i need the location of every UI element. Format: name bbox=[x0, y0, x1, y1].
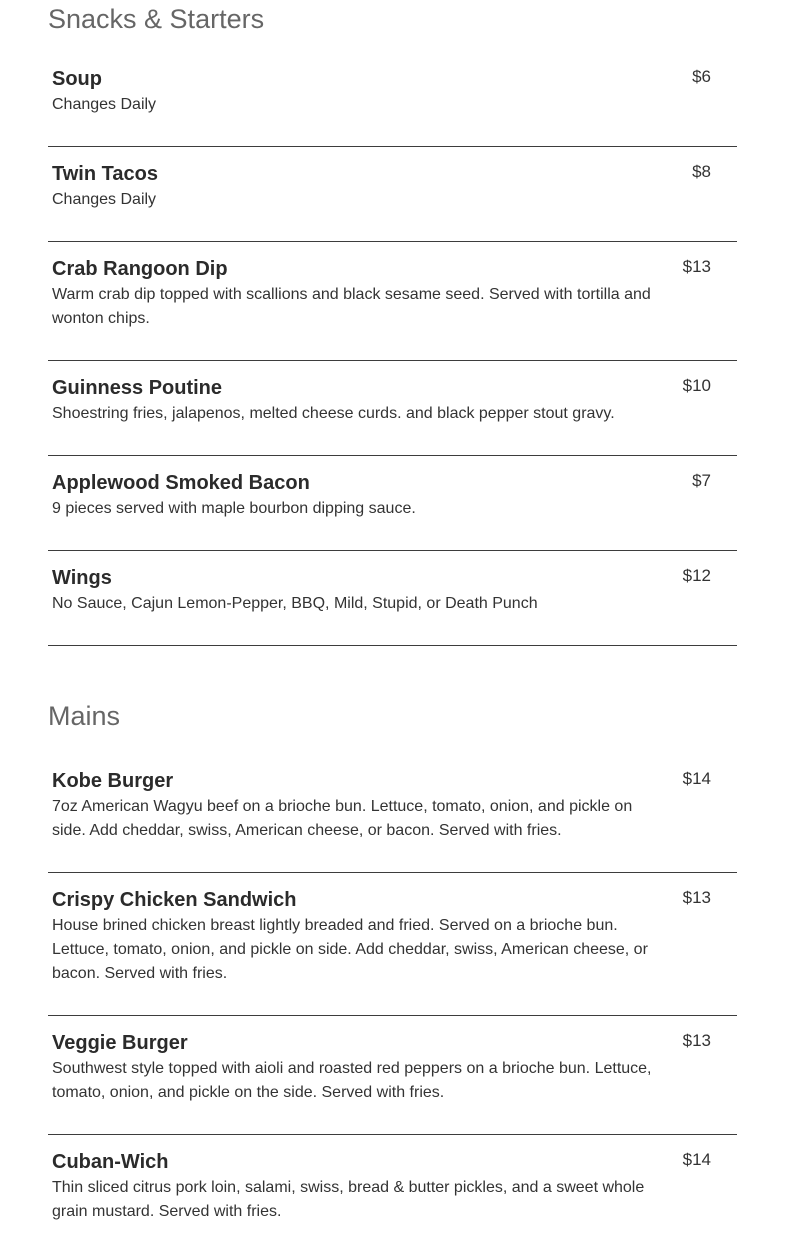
menu-item-twin-tacos bbox=[48, 147, 737, 242]
section-title: Snacks & Starters bbox=[48, 4, 265, 34]
item-price: $13 bbox=[682, 257, 711, 276]
item-name: Crispy Chicken Sandwich bbox=[52, 889, 297, 911]
item-name: Kobe Burger bbox=[52, 770, 174, 792]
item-price: $8 bbox=[692, 162, 711, 181]
item-description: Changes Daily bbox=[52, 191, 157, 208]
item-name: Guinness Poutine bbox=[52, 377, 223, 399]
item-name: Soup bbox=[52, 68, 102, 90]
menu-list bbox=[48, 52, 737, 646]
item-description: No Sauce, Cajun Lemon-Pepper, BBQ, Mild, Stupid, or Death Punch bbox=[52, 595, 538, 612]
menu-item-kobe-burger bbox=[48, 754, 737, 873]
item-description: Thin sliced citrus pork loin, salami, swiss, bread & butter pickles, and a sweet whole grain mustard. Served with fries. bbox=[52, 1179, 645, 1220]
item-price: $14 bbox=[682, 769, 711, 788]
item-name: Cuban-Wich bbox=[52, 1151, 169, 1173]
item-name: Crab Rangoon Dip bbox=[52, 258, 228, 280]
item-description: Changes Daily bbox=[52, 96, 157, 113]
section-mains bbox=[48, 697, 737, 1235]
item-price: $13 bbox=[682, 1031, 711, 1050]
item-name: Applewood Smoked Bacon bbox=[52, 472, 310, 494]
item-price: $13 bbox=[682, 888, 711, 907]
item-description: Warm crab dip topped with scallions and black sesame seed. Served with tortilla and wonton chips. bbox=[52, 286, 651, 327]
item-price: $10 bbox=[682, 376, 711, 395]
item-price: $14 bbox=[682, 1150, 711, 1169]
menu-item-veggie-burger bbox=[48, 1016, 737, 1135]
menu-list bbox=[48, 754, 737, 1235]
item-description: 9 pieces served with maple bourbon dipping sauce. bbox=[52, 500, 416, 517]
menu-item-wings bbox=[48, 551, 737, 646]
item-description: Shoestring fries, jalapenos, melted cheese curds. and black pepper stout gravy. bbox=[52, 405, 615, 422]
item-description: House brined chicken breast lightly breaded and fried. Served on a brioche bun. Lettuce, tomato, onion, and pickle on side. Add cheddar, swiss, American cheese, or bacon. Served with fries. bbox=[52, 917, 648, 982]
item-name: Twin Tacos bbox=[52, 163, 158, 185]
menu-item-applewood-smoked-bacon bbox=[48, 456, 737, 551]
menu-item-cuban-wich bbox=[48, 1135, 737, 1235]
menu-item-crab-rangoon-dip bbox=[48, 242, 737, 361]
menu-item-crispy-chicken-sandwich bbox=[48, 873, 737, 1016]
item-price: $12 bbox=[682, 566, 711, 585]
item-name: Wings bbox=[52, 567, 112, 589]
item-description: 7oz American Wagyu beef on a brioche bun. Lettuce, tomato, onion, and pickle on side. Add cheddar, swiss, American cheese, or bacon. Served with fries. bbox=[52, 798, 633, 839]
menu-item-guinness-poutine bbox=[48, 361, 737, 456]
section-snacks-starters bbox=[48, 0, 737, 646]
section-title: Mains bbox=[48, 701, 121, 731]
item-price: $6 bbox=[692, 67, 711, 86]
item-price: $7 bbox=[692, 471, 711, 490]
item-description: Southwest style topped with aioli and roasted red peppers on a brioche bun. Lettuce, tomato, onion, and pickle on the side. Served with fries. bbox=[52, 1060, 652, 1101]
item-name: Veggie Burger bbox=[52, 1032, 188, 1054]
menu-item-soup bbox=[48, 52, 737, 147]
